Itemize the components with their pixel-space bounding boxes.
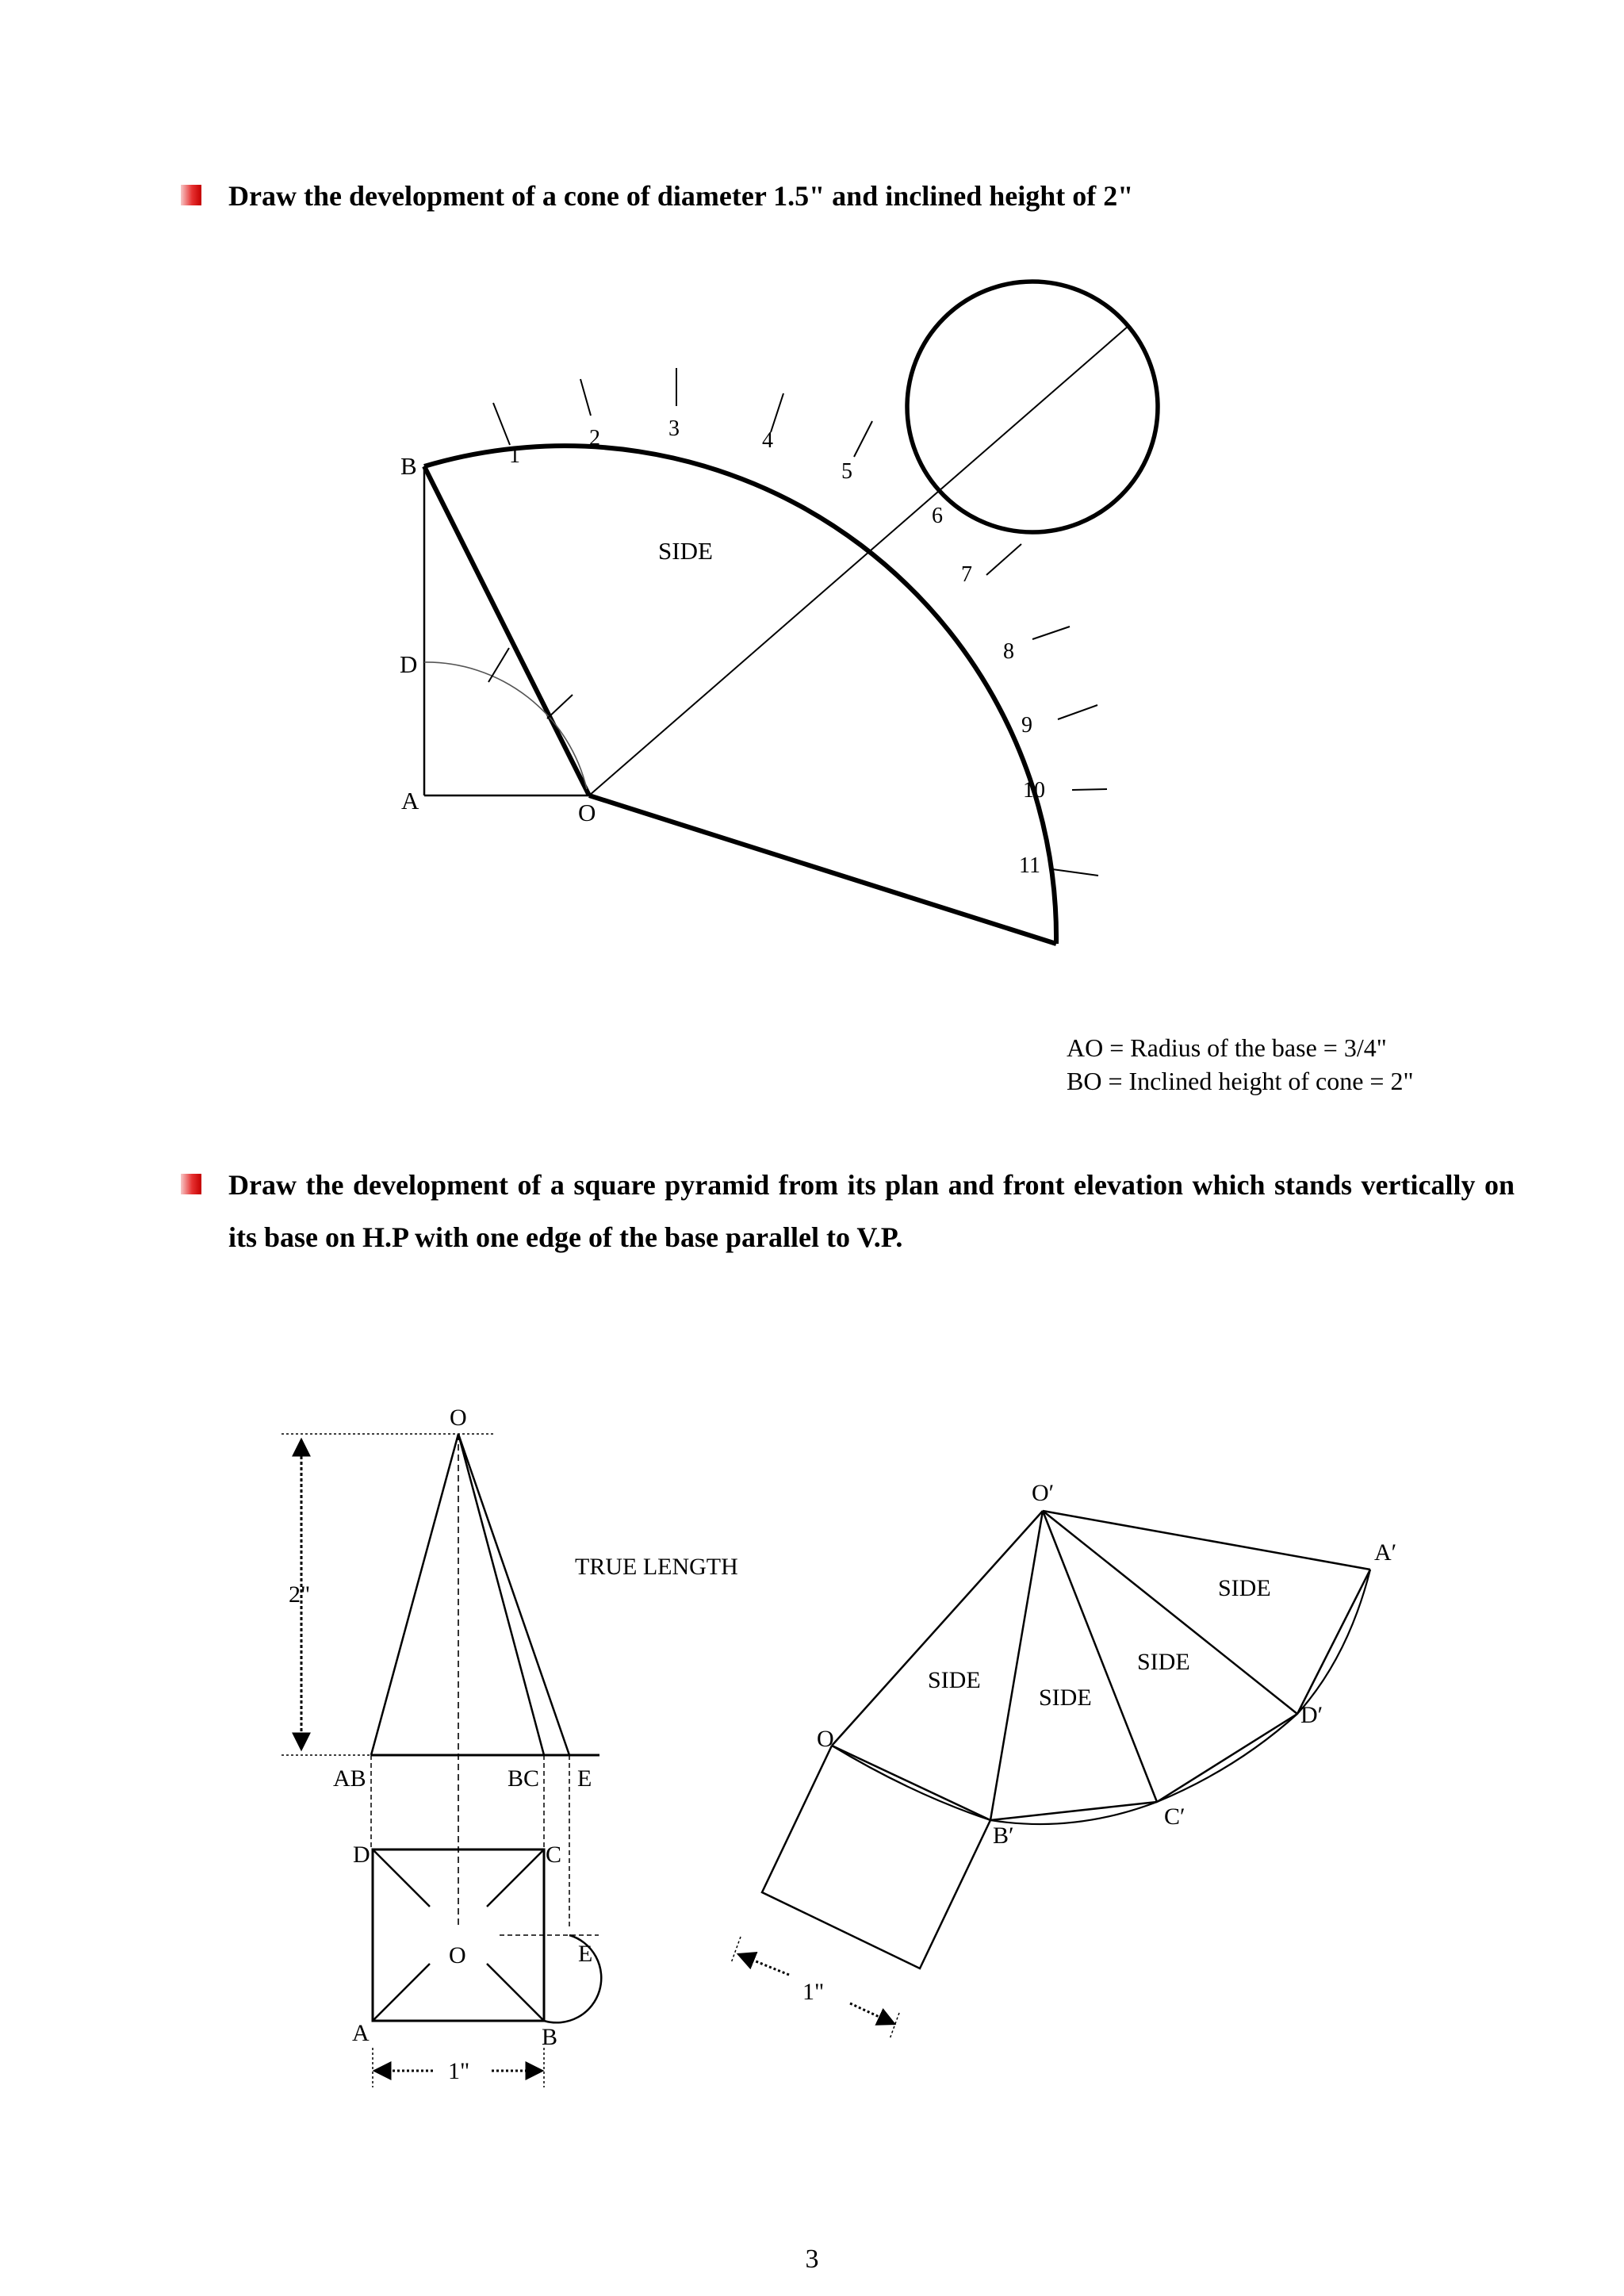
label-d-prime: D′ (1300, 1702, 1323, 1728)
label-5: 5 (841, 459, 852, 484)
page-number: 3 (805, 2244, 819, 2274)
label-side-2: SIDE (1039, 1685, 1092, 1711)
note-bo: BO = Inclined height of cone = 2" (1067, 1067, 1414, 1095)
construction-arc-d (424, 662, 587, 789)
sector-arc (424, 446, 1056, 944)
pyramid-development (731, 1511, 1370, 2039)
tick-10 (1072, 789, 1107, 790)
label-e-elev: E (577, 1765, 592, 1792)
tick-7 (986, 544, 1021, 575)
label-plan-o: O (449, 1942, 466, 1968)
label-2: 2 (589, 426, 600, 450)
diag-c (487, 1849, 544, 1907)
label-plan-a: A (352, 2020, 370, 2046)
label-4: 4 (762, 428, 773, 453)
label-1: 1 (509, 443, 520, 468)
cone-labels (400, 416, 1045, 878)
label-plan-b: B (542, 2024, 558, 2050)
label-true-length: TRUE LENGTH (575, 1554, 738, 1580)
plan-labels (352, 1842, 592, 2084)
label-plan-c: C (546, 1842, 562, 1868)
tick-arc-2 (547, 695, 573, 719)
label-9: 9 (1021, 713, 1032, 738)
label-o-prime: O′ (1032, 1480, 1055, 1506)
cone-development (424, 282, 1158, 944)
tick-1 (493, 403, 510, 445)
dev-width-arrow-right (850, 2003, 894, 2024)
label-7: 7 (961, 562, 972, 587)
label-3: 3 (668, 416, 680, 441)
tick-9 (1058, 705, 1097, 719)
label-c-prime: C′ (1164, 1803, 1185, 1830)
edge-o-bc (458, 1434, 544, 1755)
plan-view (373, 1849, 601, 2087)
label-ab: AB (333, 1765, 366, 1792)
label-a: A (401, 787, 419, 815)
dev-chord-ob (832, 1746, 990, 1820)
label-dev-width: 1" (802, 1979, 825, 2005)
label-10: 10 (1023, 778, 1045, 803)
tick-arc-1 (488, 648, 509, 682)
elevation-labels (289, 1405, 738, 1792)
label-b-prime: B′ (993, 1823, 1014, 1849)
dev-o-d (1043, 1511, 1297, 1714)
dev-width-arrow-left (738, 1954, 789, 1975)
dev-chord-da (1297, 1570, 1370, 1714)
diag-d (373, 1849, 430, 1907)
dev-o-a (1043, 1511, 1370, 1570)
label-bc: BC (508, 1765, 540, 1792)
note-ao: AO = Radius of the base = 3/4" (1067, 1033, 1387, 1062)
plan-e-arc (544, 1935, 601, 2022)
tick-4 (771, 393, 783, 432)
edge-true-length (458, 1434, 569, 1755)
label-dev-o: O (817, 1726, 834, 1752)
label-side-3: SIDE (1137, 1649, 1190, 1675)
tick-5 (854, 421, 872, 457)
label-6: 6 (932, 504, 943, 528)
base-circle (907, 282, 1158, 532)
label-height: 2" (289, 1581, 311, 1608)
label-d: D (400, 650, 418, 678)
pyramid-heading: Draw the development of a square pyramid from its plan and front elevation which stands vertically on its base on H.P with one edge of the base parallel to V.P. (228, 1169, 1515, 1253)
line-bo (424, 466, 589, 795)
cone-heading: Draw the development of a cone of diameter 1.5" and inclined height of 2" (228, 180, 1134, 212)
dev-width-ext-right (890, 2013, 899, 2039)
edge-o-ab (371, 1434, 458, 1755)
label-a-prime: A′ (1374, 1539, 1397, 1566)
diag-b (487, 1964, 544, 2021)
dev-arc (832, 1570, 1370, 1824)
label-plan-width: 1" (448, 2058, 470, 2084)
line-o-end (589, 795, 1056, 944)
label-8: 8 (1003, 639, 1014, 664)
label-side-4: SIDE (1218, 1575, 1271, 1601)
label-o: O (578, 799, 596, 826)
label-plan-d: D (353, 1842, 370, 1868)
dev-chord-cd (1157, 1714, 1297, 1802)
dev-width-ext-left (731, 1937, 741, 1963)
label-b: B (400, 452, 417, 480)
label-apex-o: O (450, 1405, 467, 1431)
label-plan-e: E (578, 1941, 593, 1967)
dev-base-square (762, 1746, 990, 1968)
cone-notes (1067, 1033, 1414, 1095)
tick-8 (1032, 627, 1070, 639)
tick-2 (580, 379, 591, 416)
label-11: 11 (1019, 853, 1040, 878)
dev-o-b (990, 1511, 1043, 1820)
label-side: SIDE (658, 537, 713, 565)
diag-a (373, 1964, 430, 2021)
dev-o-o (832, 1511, 1043, 1746)
tick-11 (1052, 869, 1098, 876)
label-side-1: SIDE (928, 1667, 981, 1693)
